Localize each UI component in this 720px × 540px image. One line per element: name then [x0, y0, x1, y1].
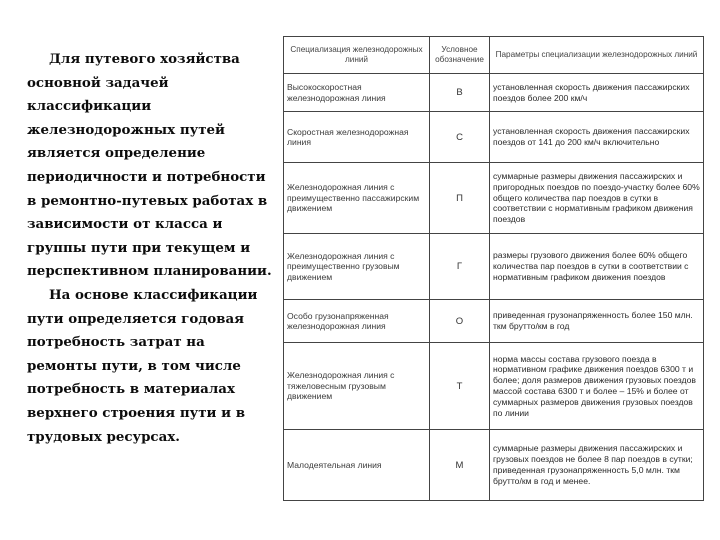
header-parameters: Параметры специализации железнодорожных линий — [490, 37, 704, 74]
row-specialization: Высокоскоростная железнодорожная линия — [284, 74, 430, 112]
header-specialization: Специализация железнодорожных линий — [284, 37, 430, 74]
row-parameters: приведенная грузонапряженность более 150 млн. ткм брутто/км в год — [490, 300, 704, 343]
row-parameters: установленная скорость движения пассажирских поездов от 141 до 200 км/ч включительно — [490, 112, 704, 163]
paragraph-1: Для путевого хозяйства основной задачей классификации железнодорожных путей является определение периодичности и потребности в ремонтно-путевых работах в зависимости от класса и группы пути при текущем и перспективном планировании. — [27, 51, 272, 280]
table-header-row — [284, 37, 704, 74]
row-specialization: Железнодорожная линия с преимущественно пассажирским движением — [284, 163, 430, 234]
row-symbol: Г — [430, 234, 490, 300]
table-row — [284, 163, 704, 234]
row-symbol: М — [430, 430, 490, 501]
table-row — [284, 234, 704, 300]
row-parameters: установленная скорость движения пассажирских поездов более 200 км/ч — [490, 74, 704, 112]
body-text — [27, 48, 277, 449]
row-parameters: суммарные размеры движения пассажирских и пригородных поездов по поездо-участку более 60% общего количества пар поездов в сутки в соответствии с нормативным графиком движения поездов — [490, 163, 704, 234]
row-specialization: Малодеятельная линия — [284, 430, 430, 501]
row-symbol: В — [430, 74, 490, 112]
row-specialization: Особо грузонапряженная железнодорожная линия — [284, 300, 430, 343]
paragraph-2: На основе классификации пути определяется годовая потребность затрат на ремонты пути, в том числе потребность в материалах верхнего строения пути и в трудовых ресурсах. — [27, 286, 258, 445]
row-parameters: размеры грузового движения более 60% общего количества пар поездов в сутки в соответствии с нормативным графиком движения поездов — [490, 234, 704, 300]
row-parameters: норма массы состава грузового поезда в нормативном графике движения поездов 6300 т и более; доля размеров движения грузовых поездов массой состава 6300 т и более – 15% и более от суммарных размеров движения грузовых поездов по линии — [490, 343, 704, 430]
table-row — [284, 74, 704, 112]
row-symbol: П — [430, 163, 490, 234]
row-parameters: суммарные размеры движения пассажирских и грузовых поездов не более 8 пар поездов в сутки; приведенная грузонапряженность 5,0 млн. ткм брутто/км в год и менее. — [490, 430, 704, 501]
header-symbol: Условное обозначение — [430, 37, 490, 74]
table-row — [284, 112, 704, 163]
table-row — [284, 300, 704, 343]
row-symbol: С — [430, 112, 490, 163]
table-row — [284, 343, 704, 430]
table-row — [284, 430, 704, 501]
row-symbol: О — [430, 300, 490, 343]
row-specialization: Железнодорожная линия с тяжеловесным грузовым движением — [284, 343, 430, 430]
classification-table — [283, 36, 703, 524]
row-specialization: Скоростная железнодорожная линия — [284, 112, 430, 163]
row-specialization: Железнодорожная линия с преимущественно грузовым движением — [284, 234, 430, 300]
row-symbol: Т — [430, 343, 490, 430]
